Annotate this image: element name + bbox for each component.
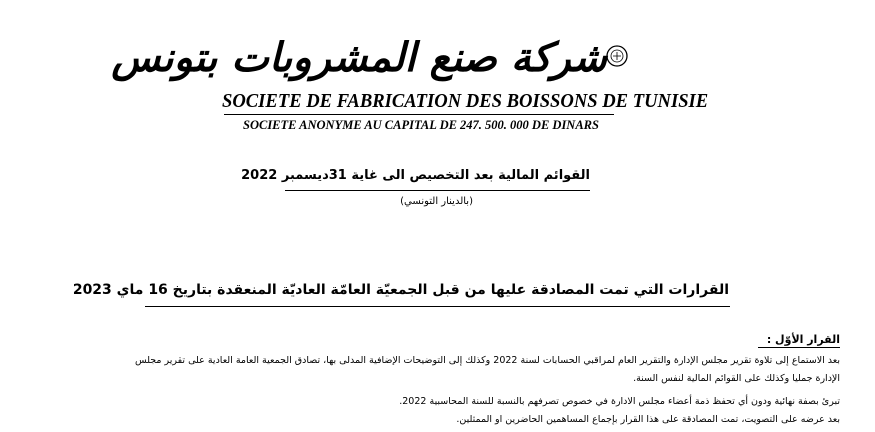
resolution-paragraph: بعد الاستماع إلى تلاوة تقرير مجلس الإدارة والتقرير العام لمراقبي الحسابات لسنة 2022 وكذلك إلى التوضيحات الإضافية المدلى بها، تصادق الجمعية العامة العادية على تقرير مجلس [134, 355, 840, 366]
currency-note: (بالدينار التونسي) [400, 196, 473, 207]
resolution-paragraph: الإدارة جمليا وكذلك على القوائم المالية لنفس السنة. [633, 373, 840, 384]
resolution-title-underline [758, 347, 840, 348]
capital-line: SOCIETE ANONYME AU CAPITAL DE 247. 500. 000 DE DINARS [243, 118, 599, 132]
header-divider [224, 114, 614, 115]
decisions-title: القرارات التي تمت المصادقة عليها من قبل الجمعيّة العامّة العاديّة المنعقدة بتاريخ 16 ماي 2023 [72, 282, 729, 298]
sfbt-seal-icon [605, 44, 629, 68]
financial-statements-title: القوائم المالية بعد التخصيص الى غاية 31ديسمبر 2022 [241, 168, 590, 183]
decisions-title-underline [145, 306, 730, 307]
resolution-paragraph: تبرئ بصفة نهائية ودون أي تحفظ ذمة أعضاء مجلس الادارة في خصوص تصرفهم بالنسبة للسنة المحاسبية 2022. [399, 396, 840, 407]
resolution-paragraph: بعد عرضه على التصويت، تمت المصادقة على هذا القرار بإجماع المساهمين الحاضرين او الممثلين. [456, 414, 840, 425]
financial-title-underline [285, 190, 590, 191]
arabic-company-logo: شركة صنع المشروبات بتونس [111, 35, 607, 81]
letterhead [0, 0, 875, 140]
company-name: SOCIETE DE FABRICATION DES BOISSONS DE TUNISIE [222, 90, 709, 112]
resolution-title: القرار الأوّل : [766, 333, 840, 346]
